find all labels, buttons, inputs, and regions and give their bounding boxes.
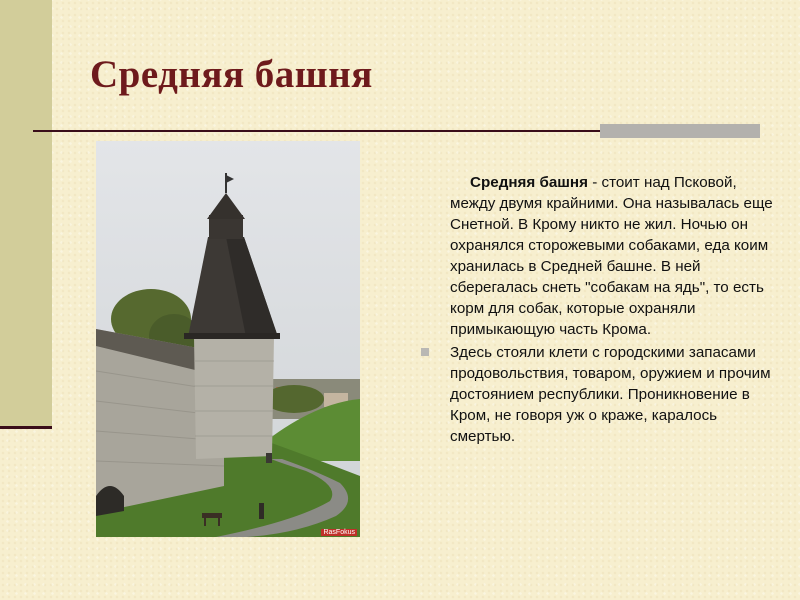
paragraph-1-text: - стоит над Псковой, между двумя крайними. Она называлась еще Снетной. В Крому никто не жил. Ночью он охранялся сторожевыми собаками, еда коим хранилась в Средней башне. В ней сберегалась снеть "собакам на ядь", то есть корм для собак, которые охраняли примыкающую часть Крома. bbox=[450, 174, 773, 338]
paragraph-2 bbox=[450, 342, 780, 447]
paragraph-2-text: Здесь стояли клети с городскими запасами продовольствия, товаром, оружием и прочим достоянием республики. Проникновение в Кром, не говоря уж о краже, каралось смертью. bbox=[450, 344, 771, 445]
paragraph-1 bbox=[450, 172, 780, 340]
square-bullet-icon bbox=[421, 348, 429, 356]
paragraph-1-lead: Средняя башня bbox=[470, 174, 588, 191]
tower-illustration bbox=[96, 141, 360, 537]
slide-title: Средняя башня bbox=[90, 53, 373, 96]
left-bar-underline bbox=[0, 426, 52, 429]
photo-watermark: RasFokus bbox=[323, 529, 355, 536]
left-decorative-bar bbox=[0, 0, 52, 428]
accent-bar bbox=[600, 124, 760, 138]
tower-photo bbox=[96, 141, 360, 537]
body-text bbox=[450, 172, 780, 447]
